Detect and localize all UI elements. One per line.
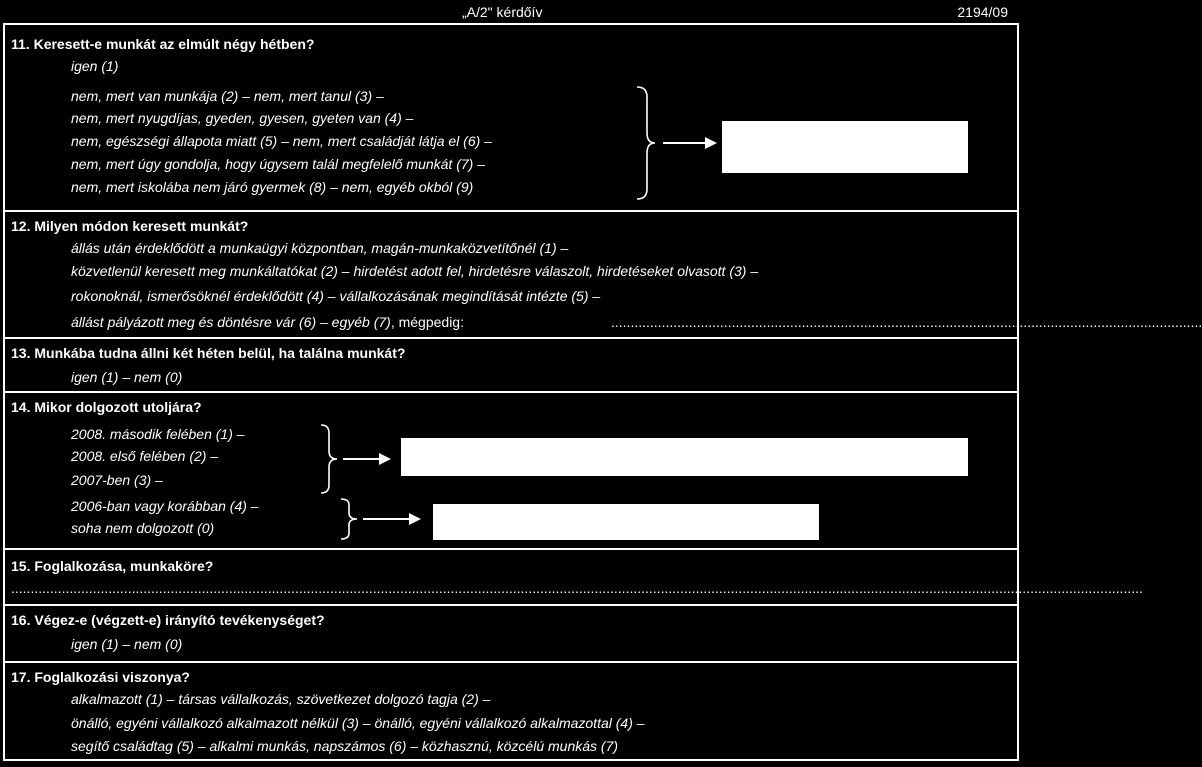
q17-option-2: önálló, egyéni vállalkozó alkalmazott nélkül (3) – önálló, egyéni vállalkozó alkalmazottal (4) – (71, 715, 645, 731)
q17-option-1: alkalmazott (1) – társas vállalkozás, szövetkezet dolgozó tagja (2) – (71, 691, 491, 707)
question-15-title: 15. Foglalkozása, munkaköre? (11, 558, 214, 574)
q14-option-2: 2008. első felében (2) – (71, 448, 219, 464)
question-16-section (5, 606, 1017, 663)
q17-option-3: segítő családtag (5) – alkalmi munkás, napszámos (6) – közhasznú, közcélú munkás (7) (71, 738, 619, 754)
q14-option-5: soha nem dolgozott (0) (71, 520, 215, 536)
question-11-section (5, 25, 1017, 212)
q12-suffix: , mégpedig: (390, 314, 464, 330)
form-title: „A/2" kérdőív (462, 4, 543, 20)
q14-redacted-field-2 (433, 504, 819, 540)
question-11-title: 11. Keresett-e munkát az elmúlt négy hétben? (11, 36, 315, 52)
question-13-section (5, 339, 1017, 393)
q12-option-2: közvetlenül keresett meg munkáltatókat (2) – hirdetést adott fel, hirdetésre válaszolt, hirdetéseket olvasott (3) – (71, 263, 759, 279)
q11-option-6: nem, mert iskolába nem járó gyermek (8) – nem, egyéb okból (9) (71, 179, 474, 195)
questionnaire-form (3, 23, 1202, 761)
question-12-title: 12. Milyen módon keresett munkát? (11, 218, 249, 234)
q12-option-1: állás után érdeklődött a munkaügyi központban, magán-munkaközvetítőnél (1) – (71, 240, 569, 256)
q12-answer-line: ........................................................................................................................................................ (611, 314, 1202, 330)
question-13-title: 13. Munkába tudna állni két héten belül, ha találna munkát? (11, 345, 406, 361)
q14-option-1: 2008. második felében (1) – (71, 426, 245, 442)
q11-brace-arrow-icon (633, 85, 723, 201)
q14-redacted-field-1 (401, 438, 968, 476)
q13-options: igen (1) – nem (0) (71, 369, 183, 385)
question-14-title: 14. Mikor dolgozott utoljára? (11, 399, 202, 415)
q11-option-3: nem, mert nyugdíjas, gyeden, gyesen, gyeten van (4) – (71, 110, 414, 126)
q11-option-5: nem, mert úgy gondolja, hogy úgysem talál megfelelő munkát (7) – (71, 156, 485, 172)
q11-option-4: nem, egészségi állapota miatt (5) – nem, mert családját látja el (6) – (71, 133, 492, 149)
question-14-section (5, 393, 1017, 550)
q16-options: igen (1) – nem (0) (71, 636, 183, 652)
question-17-section (5, 663, 1017, 761)
q12-option-3: rokonoknál, ismerősöknél érdeklődött (4) – vállalkozásának megindítását intézte (5) – (71, 288, 601, 304)
q15-answer-line: ................................................................................................................................................................................................................................................................................................... (11, 580, 1143, 596)
q12-option-4 (71, 314, 464, 330)
q14-brace-arrow-top-icon (317, 423, 397, 497)
q11-option-1: igen (1) (71, 58, 119, 74)
q14-option-4: 2006-ban vagy korábban (4) – (71, 498, 259, 514)
q14-brace-arrow-bottom-icon (337, 497, 427, 543)
q12-option-4-text: állást pályázott meg és döntésre vár (6) – egyéb (7) (71, 314, 391, 330)
form-code: 2194/09 (957, 4, 1008, 20)
question-17-title: 17. Foglalkozási viszonya? (11, 669, 190, 685)
question-16-title: 16. Végez-e (végzett-e) irányító tevékenységet? (11, 612, 325, 628)
q11-option-2: nem, mert van munkája (2) – nem, mert tanul (3) – (71, 88, 384, 104)
q14-option-3: 2007-ben (3) – (71, 472, 163, 488)
question-15-section (5, 550, 1143, 606)
question-12-section (5, 212, 1202, 339)
q11-redacted-field (722, 121, 968, 173)
